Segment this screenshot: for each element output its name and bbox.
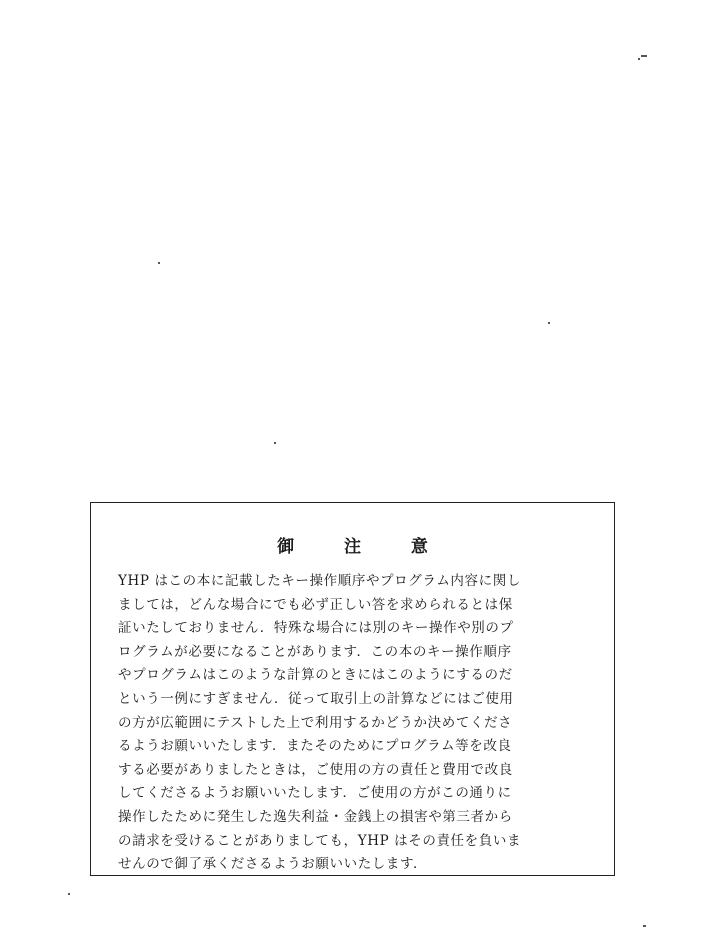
notice-line: の方が広範囲にテストした上で利用するかどうか決めてくださ [118,714,513,731]
notice-line: 操作したために発生した逸失利益・金銭上の損害や第三者から [118,808,513,825]
scan-speck [643,925,646,927]
notice-line: るようお願いいたします．またそのためにプログラム等を改良 [118,738,512,755]
notice-line: してくださるようお願いいたします．ご使用の方がこの通りに [118,785,512,802]
scan-speck [68,893,70,895]
notice-line: せんので御了承くださるようお願いいたします． [118,856,428,873]
notice-line: YHP はこの本に記載したキー操作順序やプログラム内容に関し [118,573,521,589]
scan-speck [641,55,647,57]
notice-line: 証いたしておりません．特殊な場合には別のキー操作や別のプ [118,620,514,637]
notice-line: ましては，どんな場合にでも必ず正しい答を求められるとは保 [118,596,513,613]
scan-speck [638,58,640,60]
notice-box [90,502,615,876]
scan-speck [274,442,276,444]
notice-line: ログラムが必要になることがあります．この本のキー操作順序 [118,643,512,660]
notice-line: という一例にすぎません．従って取引上の計算などにはご使用 [118,690,514,707]
scan-speck [158,262,160,264]
scan-speck [548,322,550,324]
notice-body [118,570,596,877]
notice-line: やプログラムはこのような計算のときにはこのようにするのだ [118,667,513,684]
notice-line: の請求を受けることがありましても，YHP はその責任を負いま [118,832,522,849]
notice-line: する必要がありましたときは，ご使用の方の責任と費用で改良 [118,761,513,778]
notice-title: 御 注 意 [277,537,450,557]
